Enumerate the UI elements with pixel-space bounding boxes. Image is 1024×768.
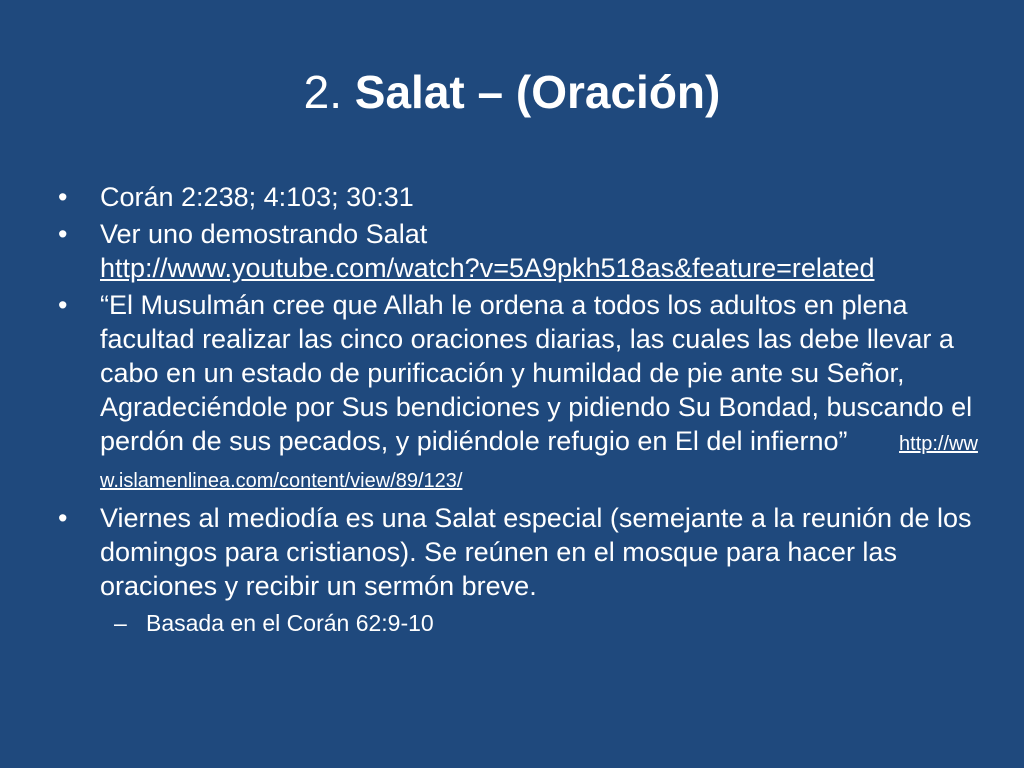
title-number: 2. bbox=[303, 66, 343, 118]
bullet-marker: • bbox=[58, 503, 68, 533]
bullet-marker: • bbox=[58, 290, 68, 320]
youtube-link[interactable]: http://www.youtube.com/watch?v=5A9pkh518as&feature=related bbox=[100, 253, 875, 283]
sub-bullet-text: Basada en el Corán 62:9-10 bbox=[146, 610, 434, 636]
bullet-list bbox=[58, 180, 978, 640]
bullet-item-friday bbox=[58, 501, 978, 603]
bullet-text: Viernes al mediodía es una Salat especial (semejante a la reunión de los domingos para cristianos). Se reúnen en el mosque para hacer las oraciones y recibir un sermón breve. bbox=[100, 503, 972, 601]
bullet-marker: • bbox=[58, 219, 68, 249]
dash-marker: – bbox=[114, 610, 127, 636]
bullet-text: Ver uno demostrando Salat bbox=[100, 219, 428, 249]
sub-bullet-item bbox=[58, 606, 978, 640]
bullet-text: Corán 2:238; 4:103; 30:31 bbox=[100, 182, 414, 212]
bullet-item-quran-refs bbox=[58, 180, 978, 214]
bullet-marker: • bbox=[58, 182, 68, 212]
bullet-text: “El Musulmán cree que Allah le ordena a todos los adultos en plena facultad realizar las cinco oraciones diarias, las cuales las debe llevar a cabo en un estado de purificación y humildad de pie ante su Señor, Agradeciéndole por Sus bendiciones y pidiendo Su Bondad, buscando el perdón de sus pecados, y pidiéndole refugio en El del infierno” bbox=[100, 290, 973, 456]
slide-title bbox=[0, 62, 1024, 122]
bullet-item-video bbox=[58, 217, 978, 285]
bullet-item-quote bbox=[58, 288, 978, 498]
islamenlinea-link[interactable]: http://www.islamenlinea.com/content/view/89/123/ bbox=[100, 433, 978, 492]
title-main: Salat – (Oración) bbox=[354, 66, 721, 118]
